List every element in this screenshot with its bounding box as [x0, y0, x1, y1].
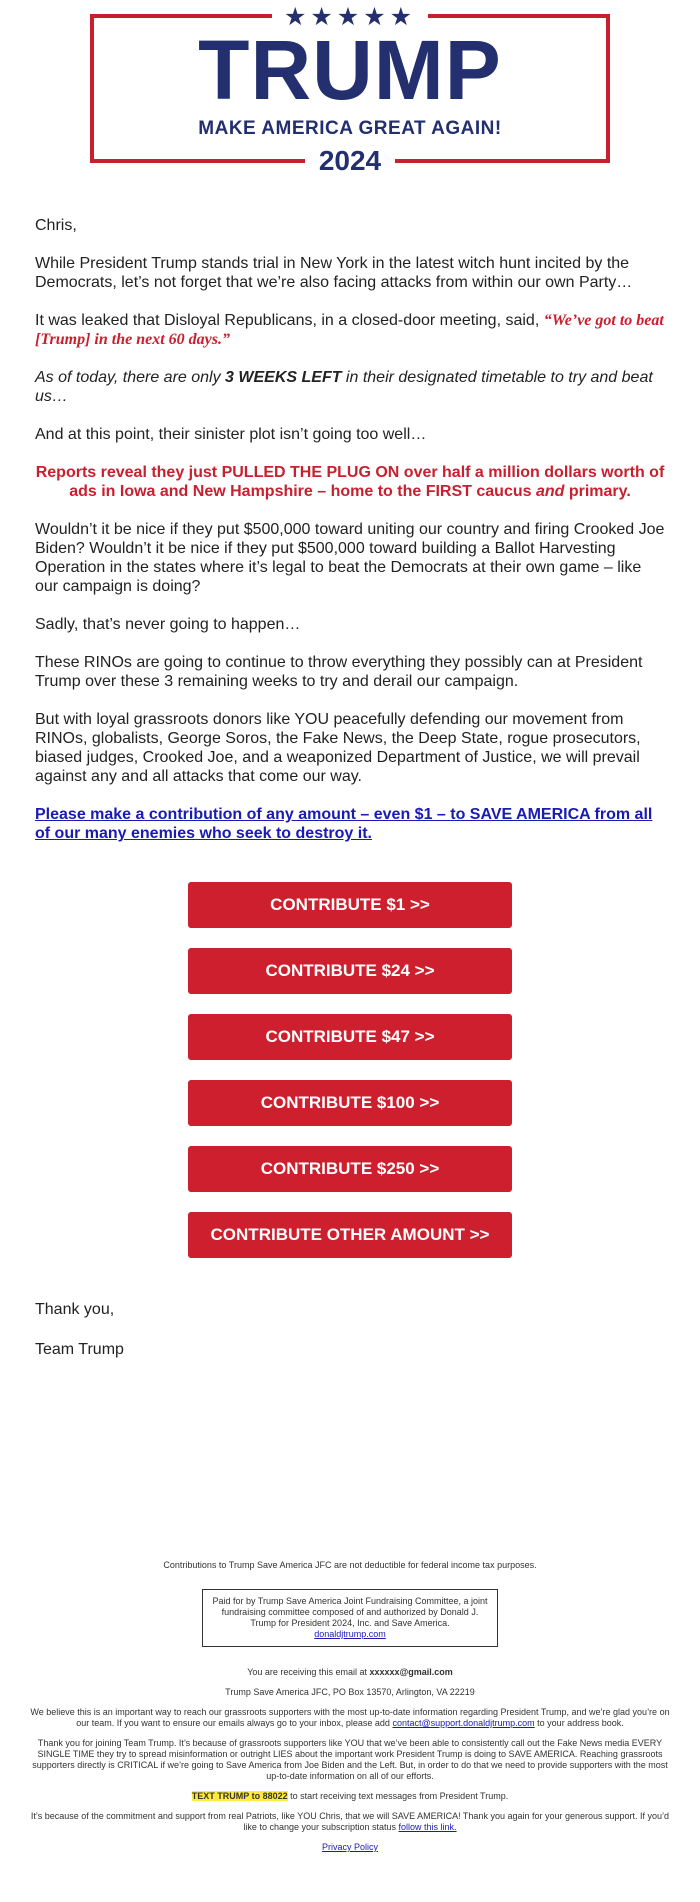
tax-note: Contributions to Trump Save America JFC are not deductible for federal income tax purposes.: [163, 1560, 537, 1570]
letter-body: [35, 216, 665, 862]
paragraph-3: As of today, there are only 3 WEEKS LEFT in their designated timetable to try and beat us…: [35, 369, 653, 405]
leaked-quote: “We’ve got to beat [Trump] in the next 60 days.”: [35, 312, 664, 348]
logo-slogan: MAKE AMERICA GREAT AGAIN!: [198, 118, 502, 139]
text-signup-line: TEXT TRUMP to 88022 to start receiving text messages from President Trump.: [191, 1791, 509, 1801]
subscription-link[interactable]: follow this link.: [398, 1822, 457, 1832]
paragraph-8: These RINOs are going to continue to throw everything they possibly can at President Trump over these 3 remaining weeks to try and derail our campaign.: [35, 654, 643, 690]
paragraph-1: While President Trump stands trial in New York in the latest witch hunt incited by the Democrats, let’s not forget that we’re also facing attacks from within our own Party…: [35, 255, 633, 291]
logo-stars: ★★★★★: [272, 4, 428, 30]
signature: Team Trump: [35, 1341, 124, 1358]
mailing-address: Trump Save America JFC, PO Box 13570, Arlington, VA 22219: [225, 1687, 475, 1697]
contribute-other-button[interactable]: CONTRIBUTE OTHER AMOUNT >>: [188, 1212, 512, 1258]
logo-title: TRUMP: [198, 23, 502, 117]
paid-for-text: Paid for by Trump Save America Joint Fundraising Committee, a joint fundraising committee composed of and authorized by Donald J. Trump for President 2024, Inc. and Save America.: [212, 1596, 488, 1628]
text-trump-highlight: TEXT TRUMP to 88022: [191, 1791, 288, 1801]
contribute-100-button[interactable]: CONTRIBUTE $100 >>: [188, 1080, 512, 1126]
contribute-buttons: [188, 882, 512, 1278]
contribute-cta-link[interactable]: Please make a contribution of any amount – even $1 – to SAVE AMERICA from all of our many enemies who seek to destroy it.: [35, 806, 653, 842]
paragraph-9: But with loyal grassroots donors like YOU peacefully defending our movement from RINOs, globalists, George Soros, the Fake News, the Deep State, rogue prosecutors, biased judges, Crooked Joe, and a weaponized Department of Justice, we will prevail against any and all attacks that come our way.: [35, 711, 641, 785]
receiving-line: You are receiving this email at xxxxxx@gmail.com: [247, 1667, 453, 1677]
paragraph-2: It was leaked that Disloyal Republicans, in a closed-door meeting, said, “We’ve got to beat [Trump] in the next 60 days.”: [35, 312, 664, 348]
trump-2024-logo: [90, 3, 610, 176]
thank-you: Thank you,: [35, 1301, 115, 1318]
paragraph-6: Wouldn’t it be nice if they put $500,000 toward uniting our country and firing Crooked Joe Biden? Wouldn’t it be nice if they put $500,000 toward building a Ballot Harvesting Operation in the states where it’s legal to beat the Democrats at their own game – like our campaign is doing?: [35, 521, 665, 595]
paragraph-4: And at this point, their sinister plot isn’t going too well…: [35, 426, 427, 443]
greeting: Chris,: [35, 217, 77, 234]
commitment-paragraph: It’s because of the commitment and support from real Patriots, like YOU Chris, that we will SAVE AMERICA! Thank you again for your generous support. If you’d like to change your subscription status follow this link.: [30, 1811, 670, 1832]
signoff: [35, 1300, 124, 1380]
believe-paragraph: We believe this is an important way to reach our grassroots supporters with the most up-to-date information regarding President Trump, and we’re glad you’re on our team. If you want to ensure our emails always go to your inbox, please add contact@support.donaldjtrump.com to your address book.: [30, 1707, 670, 1728]
contribute-1-button[interactable]: CONTRIBUTE $1 >>: [188, 882, 512, 928]
privacy-policy-link[interactable]: Privacy Policy: [321, 1842, 378, 1852]
contribute-250-button[interactable]: CONTRIBUTE $250 >>: [188, 1146, 512, 1192]
email-footer: [25, 1560, 675, 1862]
contribute-47-button[interactable]: CONTRIBUTE $47 >>: [188, 1014, 512, 1060]
paragraph-5-alert: Reports reveal they just PULLED THE PLUG ON over half a million dollars worth of ads in Iowa and New Hampshire – home to the FIRST caucus and primary.: [35, 464, 665, 500]
paid-for-box: [202, 1589, 498, 1647]
contribute-24-button[interactable]: CONTRIBUTE $24 >>: [188, 948, 512, 994]
recipient-email: xxxxxx@gmail.com: [369, 1667, 453, 1677]
logo-year: 2024: [305, 146, 395, 176]
thankyou-paragraph: Thank you for joining Team Trump. It’s because of grassroots supporters like YOU that we’ve been able to consistently call out the Fake News media EVERY SINGLE TIME they try to spread misinformation or outright LIES about the important work President Trump is doing to SAVE AMERICA. Reaching grassroots supporters directly is CRITICAL if we’re going to Save America from Joe Biden and the Left. But, in order to do that we need to provide supporters with the most up-to-date information on all of our efforts.: [32, 1738, 668, 1781]
contact-email-link[interactable]: contact@support.donaldjtrump.com: [392, 1718, 535, 1728]
donaldjtrump-link[interactable]: donaldjtrump.com: [314, 1629, 386, 1639]
paragraph-7: Sadly, that’s never going to happen…: [35, 616, 301, 633]
